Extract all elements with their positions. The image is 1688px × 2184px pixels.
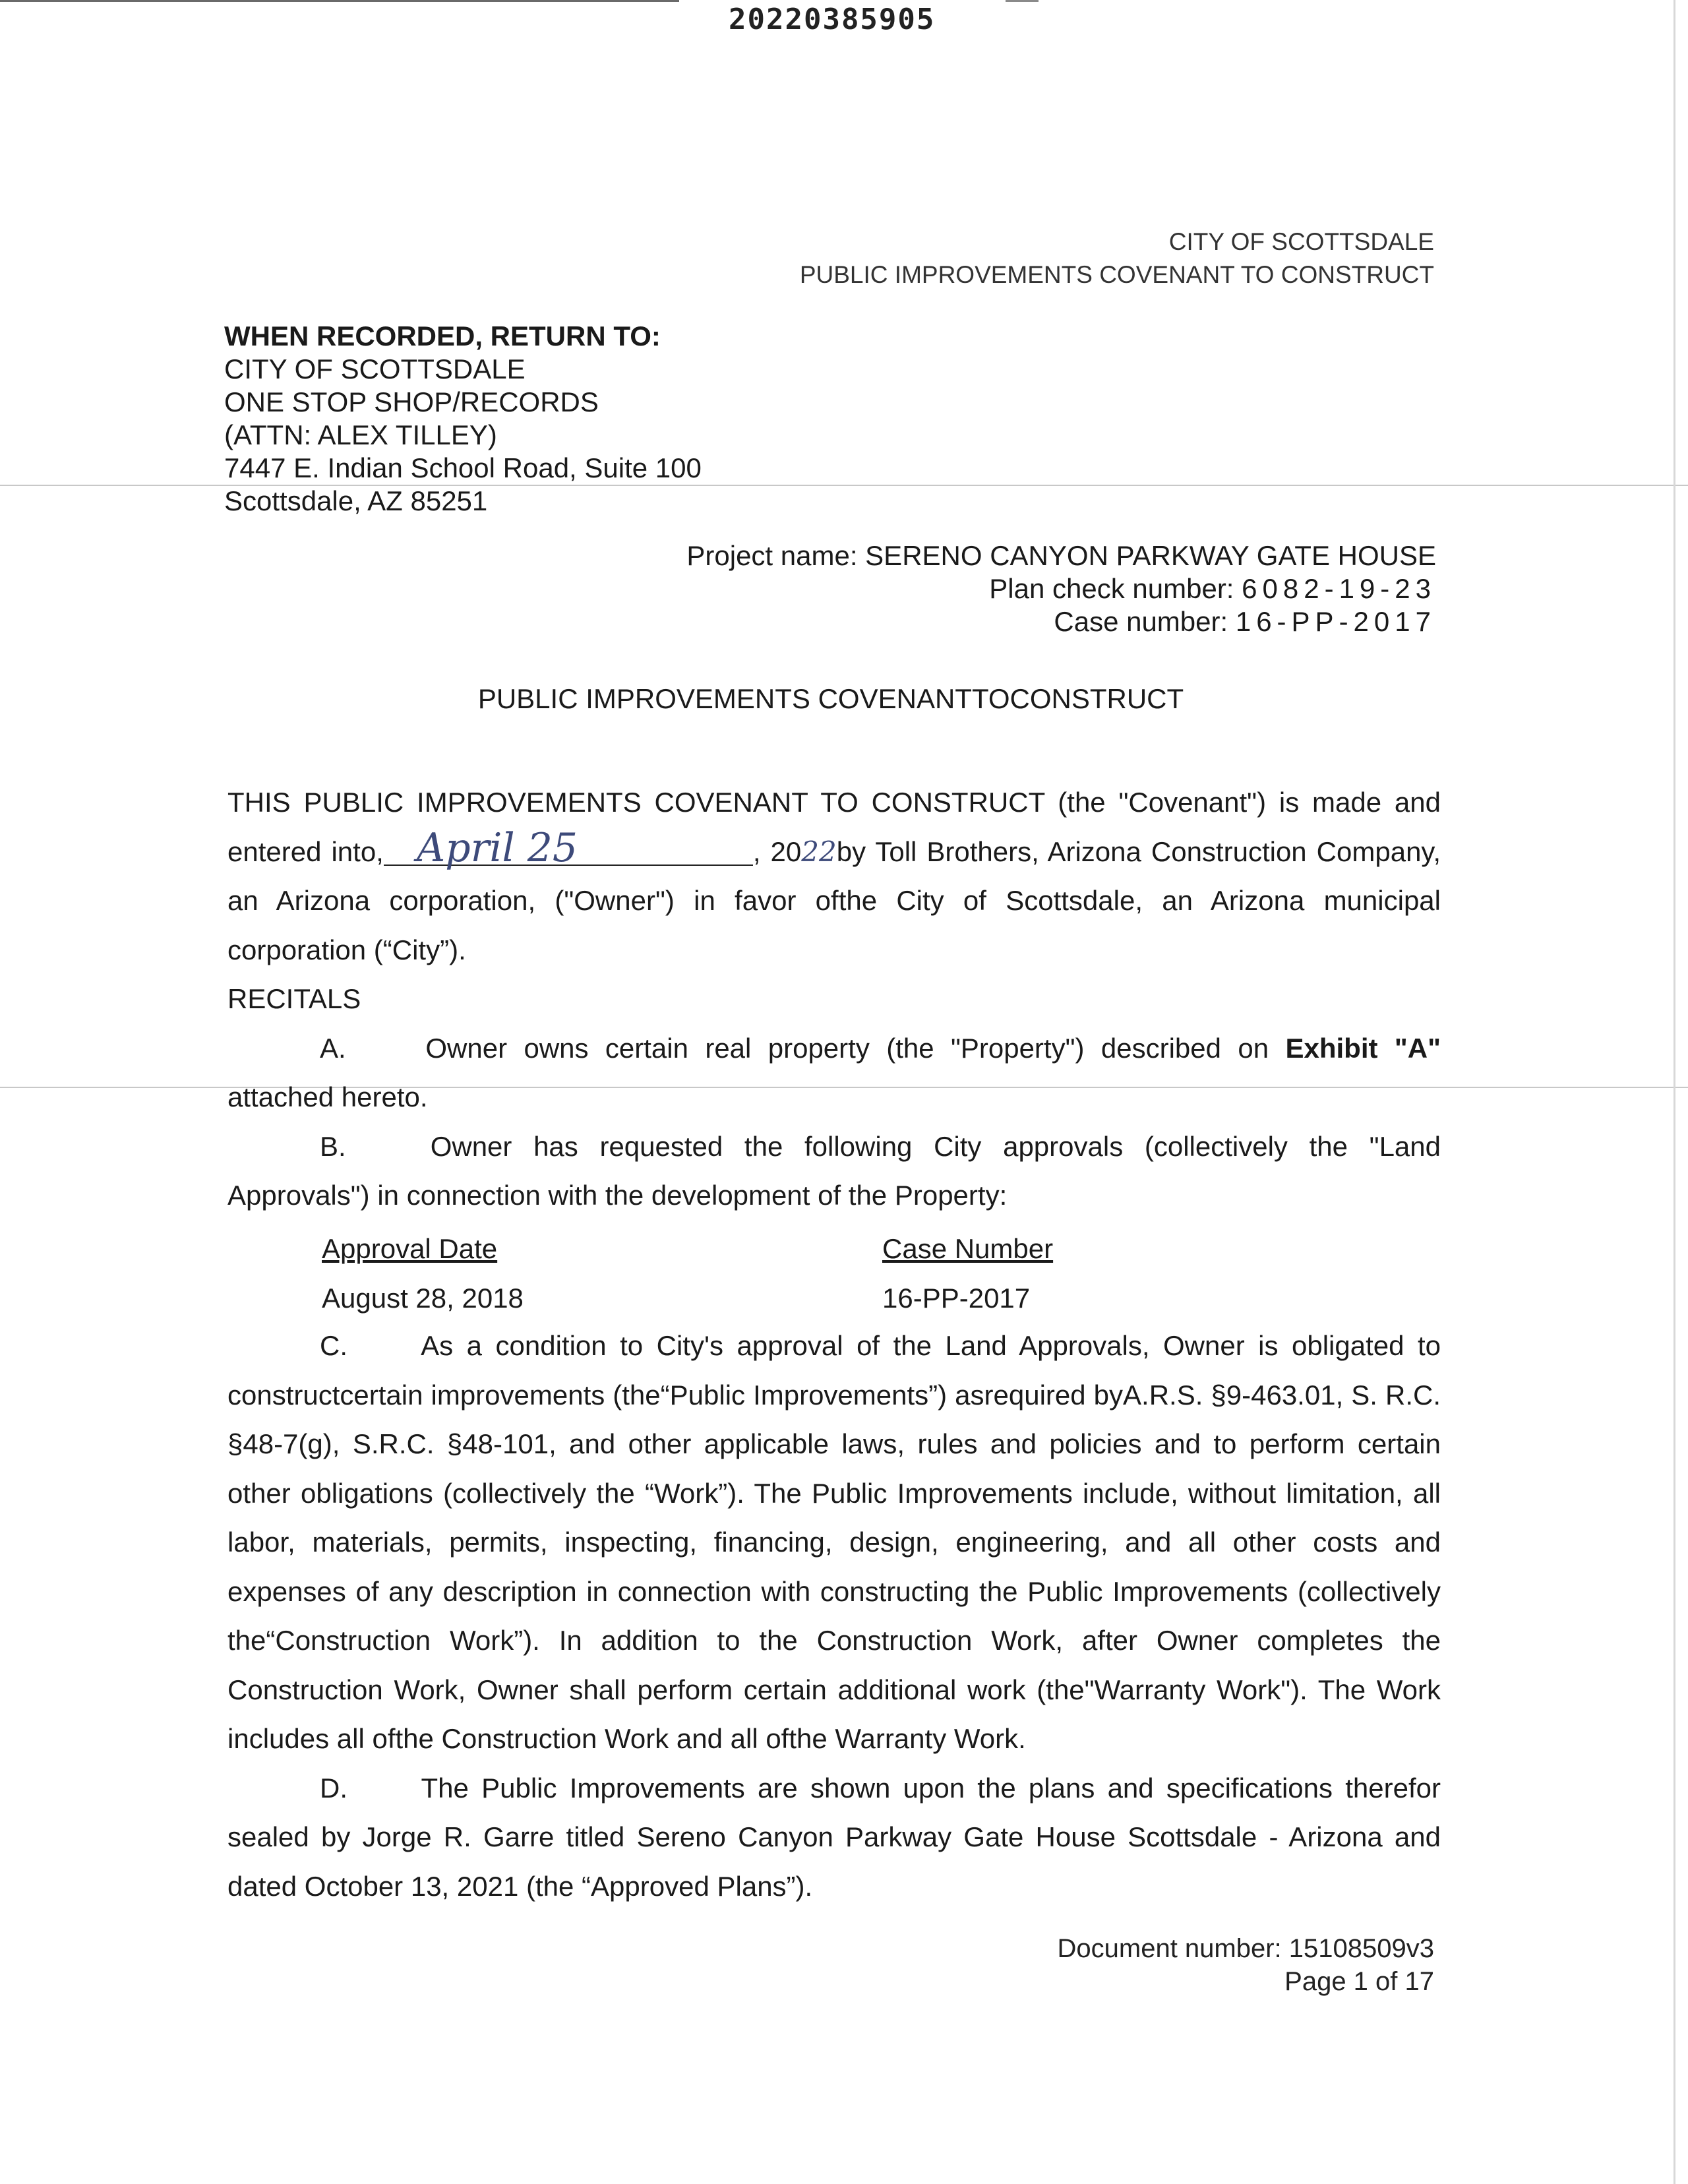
recording-number: 20220385905: [729, 3, 936, 36]
plan-check-label: Plan check number:: [989, 573, 1234, 604]
recital-a: [227, 1024, 1441, 1122]
project-name: SERENO CANYON PARKWAY GATE HOUSE: [865, 540, 1436, 571]
case-number-cell: 16-PP-2017: [882, 1282, 1031, 1314]
project-name-label: Project name:: [686, 540, 858, 571]
recital-b: [227, 1122, 1441, 1221]
return-line: 7447 E. Indian School Road, Suite 100: [224, 452, 702, 483]
handwritten-date: April 25: [384, 832, 753, 866]
recital-a-text-after: attached hereto.: [227, 1081, 428, 1112]
plan-check-number: 6082-19-23: [1242, 573, 1436, 604]
intro-paragraph: [227, 778, 1441, 1221]
page-footer: [1058, 1932, 1434, 1998]
case-number-header: Case Number: [882, 1233, 1054, 1264]
intro-text: THIS PUBLIC IMPROVEMENTS COVENANT TO CONSTRUCT (the "Covenant") is made and entered into,: [227, 787, 1441, 867]
return-line: Scottsdale, AZ 85251: [224, 485, 488, 516]
page-number: Page 1 of 17: [1284, 1967, 1434, 1996]
return-line: ONE STOP SHOP/RECORDS: [224, 386, 599, 417]
scan-edge-line: [1673, 0, 1675, 2184]
header-doc-type: PUBLIC IMPROVEMENTS COVENANT TO CONSTRUCT: [799, 261, 1434, 288]
recital-d: [227, 1764, 1441, 1912]
intro-text-rest: by Toll Brothers, Arizona Construction Company, an Arizona corporation, ("Owner") in favor ofthe City of Scottsdale, an Arizona municipal corporation (“City”).: [227, 835, 1441, 965]
table-row: [322, 1274, 1053, 1323]
return-line: CITY OF SCOTTSDALE: [224, 353, 526, 384]
case-number: 16-PP-2017: [1235, 606, 1436, 637]
case-number-line: [686, 605, 1436, 638]
recital-d-text: The Public Improvements are shown upon the plans and specifications therefor sealed by Jorge R. Garre titled Sereno Canyon Parkway Gate House Scottsdale - Arizona and dated October 13, 2021 (the “Approved Plans”).: [227, 1772, 1441, 1902]
approvals-table: [322, 1225, 1053, 1323]
document-number: Document number: 15108509v3: [1057, 1934, 1434, 1963]
recital-c: [227, 1321, 1441, 1764]
recital-a-label: A.: [320, 1032, 346, 1064]
recital-c-text: As a condition to City's approval of the Land Approvals, Owner is obligated to constructcertain improvements (the“Public Improvements”) asrequired byA.R.S. §9-463.01, S. R.C. §48-7(g), S.R.C. §48-101, and other applicable laws, rules and policies and to perform certain other obligations (collectively the “Work”). The Public Improvements include, without limitation, all labor, materials, permits, inspecting, financing, design, engineering, and all other costs and expenses of any description in connection with constructing the Public Improvements (collectively the“Construction Work”). In addition to the Construction Work, after Owner completes the Construction Work, Owner shall perform certain additional work (the"Warranty Work"). The Work includes all ofthe Construction Work and all ofthe Warranty Work.: [227, 1330, 1441, 1754]
document-header: [800, 226, 1434, 291]
recitals-continued: [227, 1321, 1441, 1911]
return-heading: WHEN RECORDED, RETURN TO:: [224, 320, 661, 351]
recital-a-text: Owner owns certain real property (the "Property") described on: [425, 1032, 1269, 1064]
header-city: CITY OF SCOTTSDALE: [1168, 228, 1434, 255]
approval-date-header: Approval Date: [322, 1233, 498, 1264]
recital-b-label: B.: [320, 1130, 346, 1162]
recital-b-text: Owner has requested the following City approvals (collectively the "Land Approvals") in connection with the development of the Property:: [227, 1130, 1441, 1211]
recital-c-label: C.: [320, 1330, 347, 1361]
scan-top-rule-fragment: [1006, 0, 1039, 2]
plan-check-line: [686, 572, 1436, 605]
case-number-label: Case number:: [1054, 606, 1228, 637]
return-address-block: [224, 320, 702, 518]
return-line: (ATTN: ALEX TILLEY): [224, 419, 497, 450]
handwritten-year: 22: [801, 835, 837, 868]
project-name-line: [686, 539, 1436, 572]
approvals-header-row: [322, 1225, 1053, 1274]
document-title: PUBLIC IMPROVEMENTS COVENANTTOCONSTRUCT: [477, 683, 1184, 714]
recital-d-label: D.: [320, 1772, 347, 1804]
scan-top-rule: [0, 0, 679, 2]
intro-year-prefix: , 20: [752, 835, 802, 867]
project-info-block: [686, 539, 1436, 638]
exhibit-a-reference: Exhibit "A": [1285, 1032, 1441, 1064]
recitals-heading: RECITALS: [227, 983, 361, 1014]
approval-date-cell: August 28, 2018: [322, 1282, 524, 1314]
